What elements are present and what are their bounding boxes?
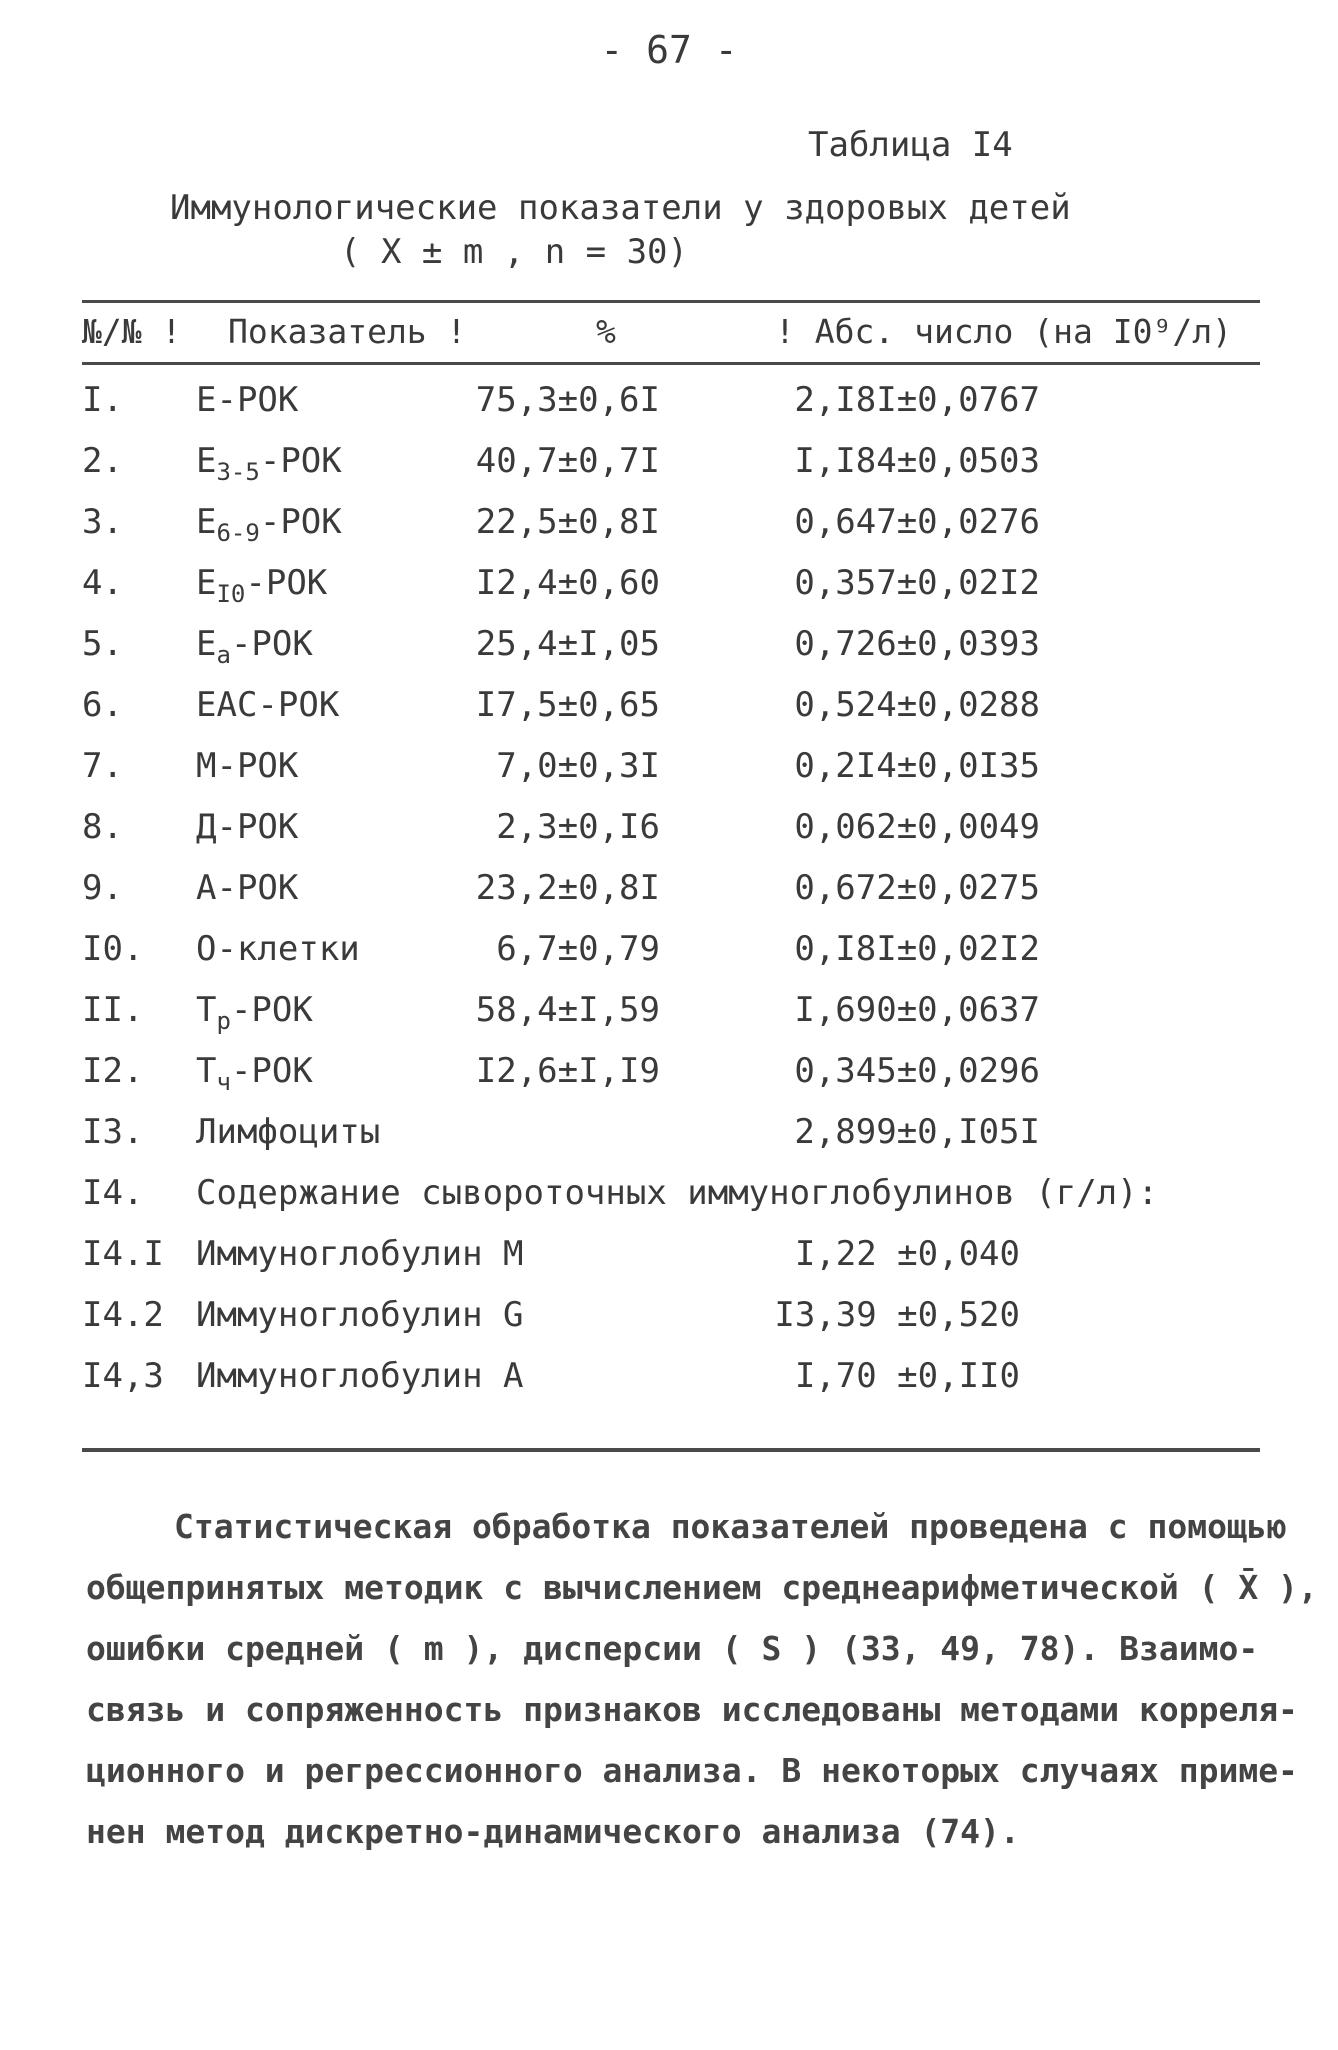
- row-number: I4.: [82, 1173, 144, 1213]
- row-number: 3.: [82, 502, 123, 542]
- row-number: I0.: [82, 929, 144, 969]
- indicator-name-rest: -РОК: [230, 1051, 313, 1091]
- row-number: 8.: [82, 807, 123, 847]
- table-row: [0, 868, 1338, 928]
- indicator-name: [196, 563, 327, 608]
- row-number: 9.: [82, 868, 123, 908]
- indicator-name-subscript: I0: [216, 580, 246, 608]
- table-row: [0, 441, 1338, 501]
- table-row: [0, 1112, 1338, 1172]
- absolute-value: 0,2I4±0,0I35: [794, 746, 1040, 786]
- percent-value: 6,7±0,79: [496, 929, 660, 969]
- row-number: I2.: [82, 1051, 144, 1091]
- header-num: №/№ !: [82, 312, 182, 351]
- indicator-name-main: Е: [196, 441, 217, 481]
- indicator-name: [196, 1051, 313, 1096]
- table-row: [0, 929, 1338, 989]
- table-row: [0, 624, 1338, 684]
- paragraph-line: ошибки средней ( m ), дисперсии ( S ) (33, 49, 78). Взаимо-: [86, 1629, 1259, 1668]
- page-number: - 67 -: [600, 28, 738, 72]
- row-number: 4.: [82, 563, 123, 603]
- percent-value: 40,7±0,7I: [475, 441, 660, 481]
- indicator-name: [196, 441, 342, 486]
- indicator-name: А-РОК: [196, 868, 299, 908]
- indicator-name-subscript: р: [216, 1007, 231, 1035]
- indicator-name-rest: -РОК: [245, 563, 328, 603]
- paragraph-line: ционного и регрессионного анализа. В некоторых случаях приме-: [86, 1751, 1298, 1790]
- paragraph-line: Статистическая обработка показателей проведена с помощью: [174, 1507, 1287, 1546]
- header-pct: %: [596, 312, 616, 351]
- indicator-name-subscript: а: [216, 641, 231, 669]
- absolute-value: 0,647±0,0276: [794, 502, 1040, 542]
- indicator-name-main: Т: [196, 990, 217, 1030]
- table-row: [0, 1356, 1338, 1416]
- absolute-value: I3,39 ±0,520: [774, 1295, 1020, 1335]
- table-row: [0, 685, 1338, 745]
- percent-value: I2,6±I,I9: [475, 1051, 660, 1091]
- absolute-value: I,690±0,0637: [794, 990, 1040, 1030]
- percent-value: I7,5±0,65: [475, 685, 660, 725]
- table-bottom-rule: [82, 1448, 1260, 1452]
- percent-value: 7,0±0,3I: [496, 746, 660, 786]
- percent-value: 2,3±0,I6: [496, 807, 660, 847]
- table-row: [0, 1295, 1338, 1355]
- row-number: I3.: [82, 1112, 144, 1152]
- indicator-name: Иммуноглобулин А: [196, 1356, 524, 1396]
- indicator-name: [196, 990, 313, 1035]
- paragraph-line: нен метод дискретно-динамического анализа (74).: [86, 1812, 1020, 1851]
- indicator-name-rest: -РОК: [230, 990, 313, 1030]
- percent-value: 23,2±0,8I: [475, 868, 660, 908]
- header-bottom-rule: [82, 362, 1260, 365]
- absolute-value: 0,345±0,0296: [794, 1051, 1040, 1091]
- table-row: [0, 502, 1338, 562]
- row-number: I4.I: [82, 1234, 164, 1274]
- indicator-name: [196, 502, 342, 547]
- paragraph-line: общепринятых методик с вычислением среднеарифметической ( X̄ ),: [86, 1568, 1318, 1607]
- row-number: II.: [82, 990, 144, 1030]
- table-label: Таблица I4: [808, 125, 1013, 165]
- percent-value: 75,3±0,6I: [475, 380, 660, 420]
- indicator-name-main: Е: [196, 563, 217, 603]
- indicator-name: Лимфоциты: [196, 1112, 381, 1152]
- absolute-value: 0,726±0,0393: [794, 624, 1040, 664]
- indicator-name-subscript: 3-5: [216, 458, 260, 486]
- table-row: [0, 990, 1338, 1050]
- header-abs: ! Абс. число (на I0⁹/л): [775, 312, 1232, 351]
- absolute-value: 0,672±0,0275: [794, 868, 1040, 908]
- section-heading: Содержание сывороточных иммуноглобулинов (г/л):: [196, 1173, 1159, 1213]
- table-row: [0, 563, 1338, 623]
- percent-value: 22,5±0,8I: [475, 502, 660, 542]
- indicator-name-subscript: ч: [216, 1068, 231, 1096]
- indicator-name: ЕАС-РОК: [196, 685, 340, 725]
- absolute-value: 0,I8I±0,02I2: [794, 929, 1040, 969]
- row-number: 2.: [82, 441, 123, 481]
- row-number: 6.: [82, 685, 123, 725]
- indicator-name-main: Е: [196, 624, 217, 664]
- table-row: [0, 807, 1338, 867]
- indicator-name-rest: -РОК: [259, 502, 342, 542]
- body-paragraph: [86, 1496, 1318, 1862]
- table-row: [0, 1234, 1338, 1294]
- indicator-name: Иммуноглобулин G: [196, 1295, 524, 1335]
- row-number: I.: [82, 380, 123, 420]
- indicator-name: Д-РОК: [196, 807, 299, 847]
- row-number: 5.: [82, 624, 123, 664]
- header-name: Показатель !: [228, 312, 467, 351]
- indicator-name: М-РОК: [196, 746, 299, 786]
- indicator-name-rest: -РОК: [259, 441, 342, 481]
- table-row: [0, 1051, 1338, 1111]
- table-subtitle: ( X ± m , n = 30): [340, 232, 688, 272]
- indicator-name-rest: -РОК: [230, 624, 313, 664]
- percent-value: I2,4±0,60: [475, 563, 660, 603]
- indicator-name-subscript: 6-9: [216, 519, 260, 547]
- table-row: [0, 746, 1338, 806]
- absolute-value: 0,524±0,0288: [794, 685, 1040, 725]
- paragraph-line: связь и сопряженность признаков исследованы методами корреля-: [86, 1690, 1298, 1729]
- table-top-rule: [82, 300, 1260, 303]
- absolute-value: I,22 ±0,040: [794, 1234, 1020, 1274]
- absolute-value: 0,357±0,02I2: [794, 563, 1040, 603]
- absolute-value: 2,I8I±0,0767: [794, 380, 1040, 420]
- percent-value: 25,4±I,05: [475, 624, 660, 664]
- indicator-name-main: Т: [196, 1051, 217, 1091]
- indicator-name: [196, 624, 313, 669]
- table-row: [0, 1173, 1338, 1233]
- indicator-name: О-клетки: [196, 929, 360, 969]
- table-row: [0, 380, 1338, 440]
- indicator-name: Иммуноглобулин М: [196, 1234, 524, 1274]
- absolute-value: 0,062±0,0049: [794, 807, 1040, 847]
- table-title: Иммунологические показатели у здоровых детей: [170, 188, 1071, 228]
- indicator-name-main: Е: [196, 502, 217, 542]
- row-number: I4,3: [82, 1356, 164, 1396]
- absolute-value: 2,899±0,I05I: [794, 1112, 1040, 1152]
- row-number: 7.: [82, 746, 123, 786]
- absolute-value: I,I84±0,0503: [794, 441, 1040, 481]
- absolute-value: I,70 ±0,II0: [794, 1356, 1020, 1396]
- indicator-name: Е-РОК: [196, 380, 299, 420]
- percent-value: 58,4±I,59: [475, 990, 660, 1030]
- row-number: I4.2: [82, 1295, 164, 1335]
